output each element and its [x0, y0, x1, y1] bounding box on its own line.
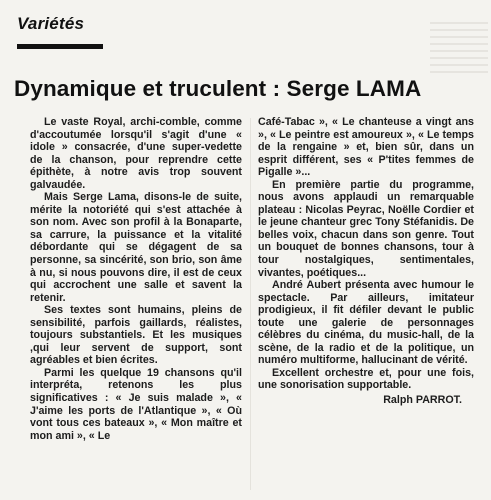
paragraph: Mais Serge Lama, disons-le de suite, mérite la notoriété qui s'est attachée à son nom. Avec son profil à la Bonaparte, sa carrure, la puissance et la vitalité débordante qui se dégagent de sa personne, sa sincérité, son brio, son âme à nu, si nous pouvons dire, il est de ceux qui accrochent une salle et savent la retenir. — [30, 191, 242, 304]
column-divider — [250, 118, 251, 490]
paragraph: En première partie du programme, nous avons applaudi un remarquable plateau : Nicolas Peyrac, Noëlle Cordier et le jeune chanteur grec Tony Stéfanidis. De belles voix, chacun dans son genre. Tout un bouquet de bonnes chansons, tour à tour nostalgiques, sentimentales, vivantes, poétiques... — [258, 178, 474, 279]
paragraph: Excellent orchestre et, pour une fois, une sonorisation supportable. — [258, 366, 474, 392]
paragraph: Café-Tabac », « Le chanteuse a vingt ans », « Le peintre est amoureux », « Le temps de la rengaine » et, bien sûr, dans un esprit différent, ses « P'tites femmes de Pigalle »... — [258, 116, 474, 179]
paragraph: André Aubert présenta avec humour le spectacle. Par ailleurs, imitateur prodigieux, il fit défiler devant le public toute une galerie de personnages célèbres du cinéma, du music-hall, de la scène, de la radio et de la politique, un numéro multiforme, hallucinant de vérité. — [258, 279, 474, 367]
author-signature: Ralph PARROT. — [383, 394, 462, 407]
section-label: Variétés — [17, 14, 85, 33]
paragraph: Ses textes sont humains, pleins de sensibilité, parfois gaillards, réalistes, toujours substantiels. Et les musiques ,qui leur servent de support, sont agréables et bien écrites. — [30, 304, 242, 367]
article-column-1 — [30, 116, 242, 442]
paragraph: Le vaste Royal, archi-comble, comme d'accoutumée lorsqu'il s'agit d'une « idole » consacrée, d'une super-vedette de la chanson, pour reprendre cette épithète, à notre avis trop souvent galvaudée. — [30, 116, 242, 191]
adjacent-print-bleed — [430, 22, 488, 76]
article-column-2 — [258, 116, 474, 407]
section-underline — [17, 44, 103, 49]
headline: Dynamique et truculent : Serge LAMA — [14, 76, 422, 101]
paragraph: Parmi les quelque 19 chansons qu'il interpréta, retenons les plus significatives : « Je suis malade », « J'aime les ports de l'Atlantique », « Où vont tous ces bateaux », « Mon maître et mon ami », « Le — [30, 366, 242, 442]
